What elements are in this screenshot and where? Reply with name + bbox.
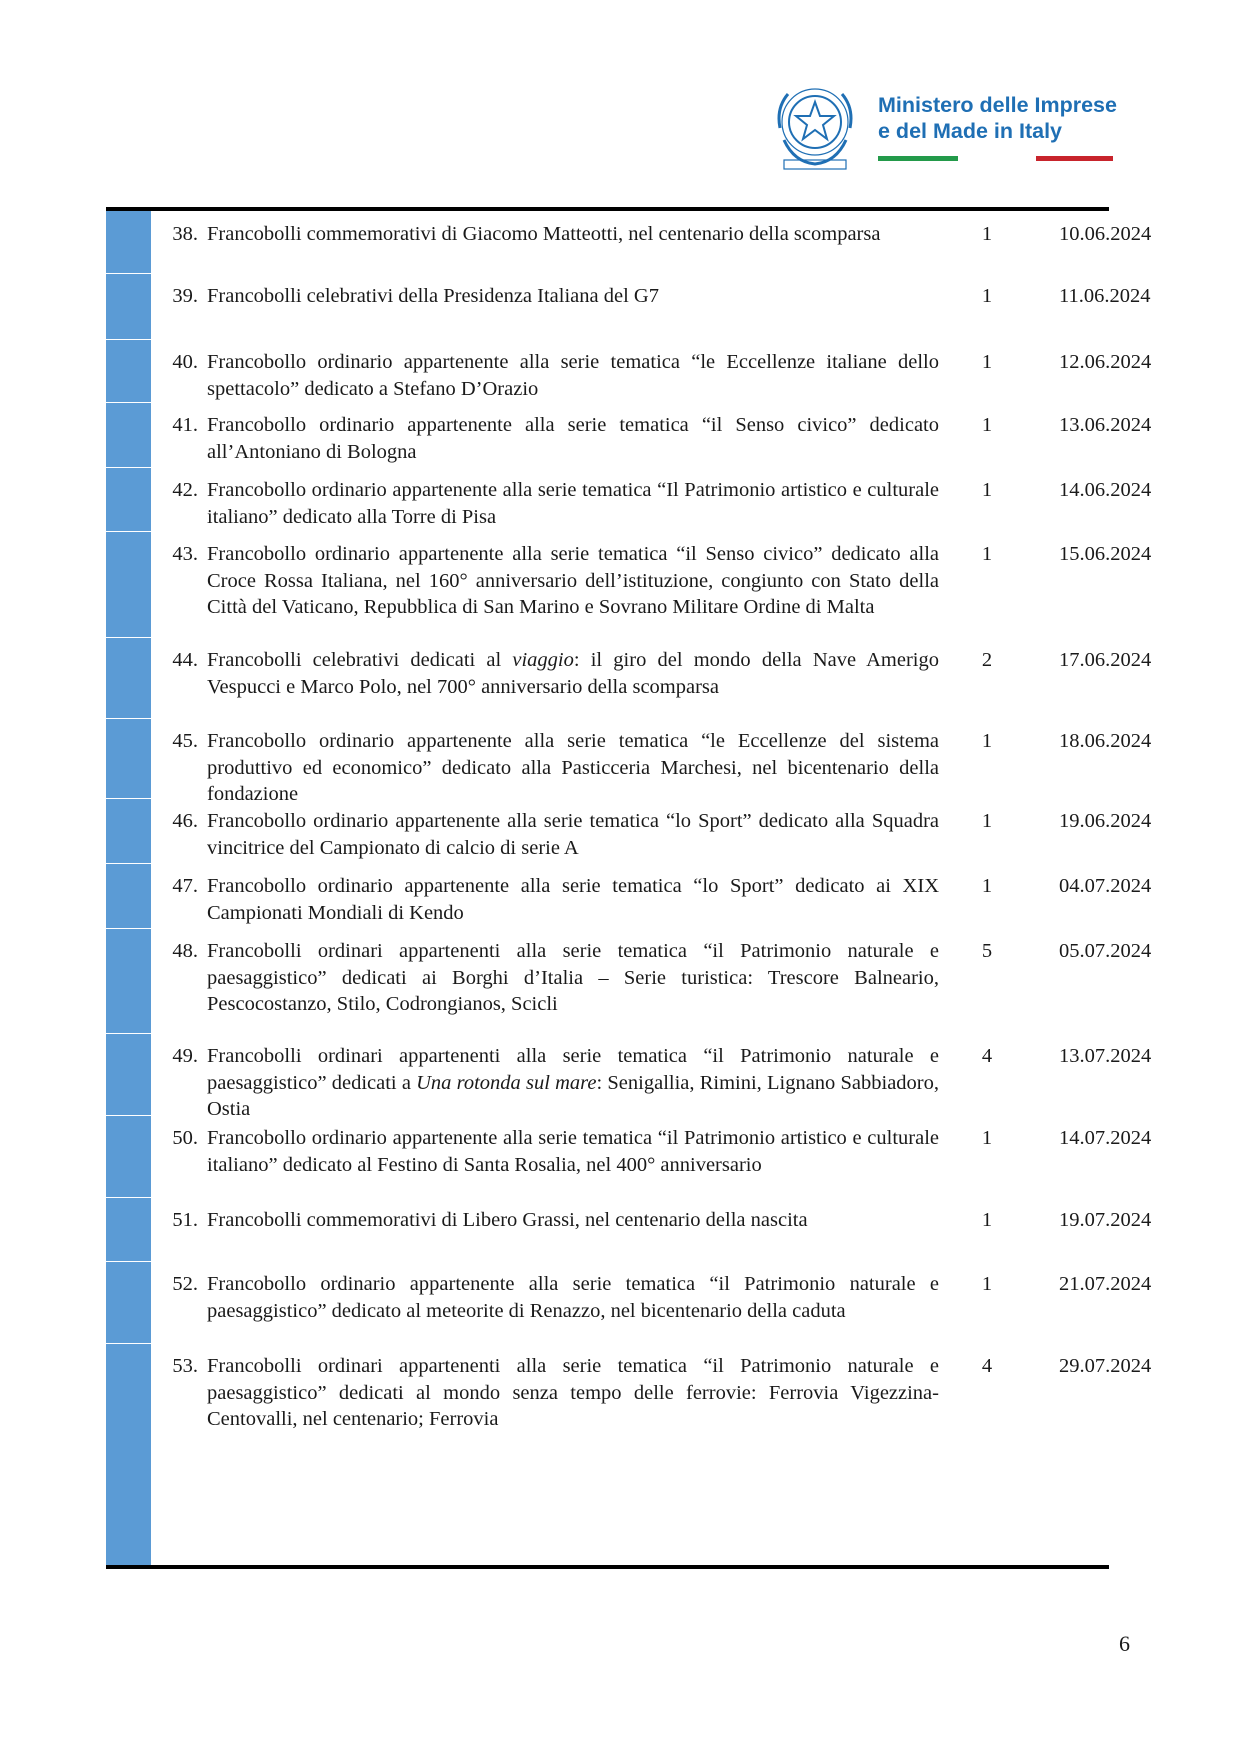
row-description: Francobolli celebrativi della Presidenza Italiana del G7 (207, 285, 659, 307)
page-number: 6 (1119, 1631, 1130, 1656)
table-row (106, 863, 1152, 928)
row-number: 42. (172, 479, 198, 501)
row-quantity: 1 (981, 730, 993, 752)
row-quantity: 2 (981, 649, 993, 671)
row-number: 53. (172, 1355, 198, 1377)
row-date: 17.06.2024 (1059, 649, 1152, 671)
row-number: 48. (172, 940, 198, 962)
row-number: 44. (172, 649, 198, 671)
row-number: 45. (172, 730, 198, 752)
row-quantity: 1 (981, 543, 993, 565)
flag-green-bar (878, 156, 958, 161)
table-row (106, 1261, 1152, 1343)
row-quantity: 1 (981, 1209, 993, 1231)
table-row (106, 1197, 1152, 1261)
ministry-name-line2: e del Made in Italy (878, 119, 1062, 143)
row-date: 19.07.2024 (1059, 1209, 1152, 1231)
row-number: 38. (172, 223, 198, 245)
row-date: 10.06.2024 (1059, 223, 1152, 245)
row-date: 13.06.2024 (1059, 414, 1152, 436)
row-quantity: 1 (981, 285, 993, 307)
table-row (106, 637, 1152, 718)
row-number: 50. (172, 1127, 198, 1149)
table-row (106, 339, 1152, 402)
row-date: 19.06.2024 (1059, 810, 1152, 832)
table-row (106, 718, 1152, 805)
table-row (106, 211, 1152, 273)
row-date: 11.06.2024 (1059, 285, 1151, 307)
row-number: 46. (172, 810, 198, 832)
row-number: 49. (172, 1045, 198, 1067)
row-date: 12.06.2024 (1059, 351, 1152, 373)
ministry-name-line1: Ministero delle Imprese (878, 93, 1117, 117)
row-number: 47. (172, 875, 198, 897)
row-description: Francobollo ordinario appartenente alla serie tematica “il Senso civico” dedicato all’Antoniano di Bologna (207, 414, 939, 463)
row-date: 05.07.2024 (1059, 940, 1152, 962)
row-quantity: 1 (981, 351, 993, 373)
row-quantity: 1 (981, 1127, 993, 1149)
row-quantity: 1 (981, 875, 993, 897)
row-description: Francobollo ordinario appartenente alla serie tematica “Il Patrimonio artistico e culturale italiano” dedicato alla Torre di Pisa (207, 479, 939, 528)
table-bottom-rule (106, 1565, 1109, 1569)
row-date: 18.06.2024 (1059, 730, 1152, 752)
row-date: 14.07.2024 (1059, 1127, 1152, 1149)
row-description: Francobollo ordinario appartenente alla serie tematica “il Patrimonio artistico e culturale italiano” dedicato al Festino di Santa Rosalia, nel 400° anniversario (207, 1127, 939, 1176)
row-number: 39. (172, 285, 198, 307)
row-description: Francobollo ordinario appartenente alla serie tematica “lo Sport” dedicato alla Squadra vincitrice del Campionato di calcio di serie A (207, 810, 939, 859)
table-row (106, 467, 1152, 531)
row-quantity: 1 (981, 479, 993, 501)
table-row (106, 928, 1152, 1033)
row-description: Francobollo ordinario appartenente alla serie tematica “le Eccellenze del sistema produttivo ed economico” dedicato alla Pasticceria Marchesi, nel bicentenario della fondazione (207, 730, 939, 805)
row-number: 41. (172, 414, 198, 436)
row-number: 51. (172, 1209, 198, 1231)
table-row (106, 531, 1152, 637)
row-description: Francobolli ordinari appartenenti alla serie tematica “il Patrimonio naturale e paesaggistico” dedicati al mondo senza tempo delle ferrovie: Ferrovia Vigezzina-Centovalli, nel centenario; Ferrovia (207, 1355, 939, 1430)
table-row (106, 273, 1151, 339)
row-quantity: 1 (981, 810, 993, 832)
flag-red-bar (1036, 156, 1113, 161)
row-quantity: 4 (981, 1045, 993, 1067)
row-description: Francobolli celebrativi dedicati al viaggio: il giro del mondo della Nave Amerigo Vespucci e Marco Polo, nel 700° anniversario della scomparsa (207, 649, 939, 698)
row-quantity: 4 (981, 1355, 993, 1377)
row-quantity: 5 (981, 940, 993, 962)
row-quantity: 1 (981, 223, 993, 245)
row-date: 13.07.2024 (1059, 1045, 1152, 1067)
table-row (106, 402, 1152, 467)
ministry-logo (770, 78, 1130, 178)
row-date: 21.07.2024 (1059, 1273, 1152, 1295)
table-row (106, 1343, 1152, 1565)
row-description: Francobolli ordinari appartenenti alla serie tematica “il Patrimonio naturale e paesaggistico” dedicati ai Borghi d’Italia – Serie turistica: Trescore Balneario, Pescocostanzo, Stilo, Codrongianos, Scicli (207, 940, 939, 1015)
row-description: Francobolli ordinari appartenenti alla serie tematica “il Patrimonio naturale e paesaggistico” dedicati a Una rotonda sul mare: Senigallia, Rimini, Lignano Sabbiadoro, Ostia (207, 1045, 939, 1120)
table-row (106, 798, 1152, 863)
table-row (106, 1033, 1152, 1120)
row-date: 04.07.2024 (1059, 875, 1152, 897)
row-quantity: 1 (981, 414, 993, 436)
row-description: Francobolli commemorativi di Giacomo Matteotti, nel centenario della scomparsa (207, 223, 881, 245)
row-number: 52. (172, 1273, 198, 1295)
italian-republic-emblem-icon (770, 78, 860, 172)
row-quantity: 1 (981, 1273, 993, 1295)
row-date: 15.06.2024 (1059, 543, 1152, 565)
row-description: Francobollo ordinario appartenente alla serie tematica “lo Sport” dedicato ai XIX Campionati Mondiali di Kendo (207, 875, 939, 924)
row-description: Francobollo ordinario appartenente alla serie tematica “il Senso civico” dedicato alla Croce Rossa Italiana, nel 160° anniversario dell’istituzione, congiunto con Stato della Città del Vaticano, Repubblica di San Marino e Sovrano Militare Ordine di Malta (207, 543, 939, 618)
row-description: Francobollo ordinario appartenente alla serie tematica “il Patrimonio naturale e paesaggistico” dedicato al meteorite di Renazzo, nel bicentenario della caduta (207, 1273, 939, 1322)
row-description: Francobollo ordinario appartenente alla serie tematica “le Eccellenze italiane dello spettacolo” dedicato a Stefano D’Orazio (207, 351, 939, 400)
row-date: 14.06.2024 (1059, 479, 1152, 501)
ministry-name (878, 92, 1117, 144)
stamps-table (106, 207, 1152, 1569)
row-number: 43. (172, 543, 198, 565)
row-description: Francobolli commemorativi di Libero Grassi, nel centenario della nascita (207, 1209, 808, 1231)
row-date: 29.07.2024 (1059, 1355, 1152, 1377)
table-row (106, 1115, 1152, 1197)
row-number: 40. (172, 351, 198, 373)
